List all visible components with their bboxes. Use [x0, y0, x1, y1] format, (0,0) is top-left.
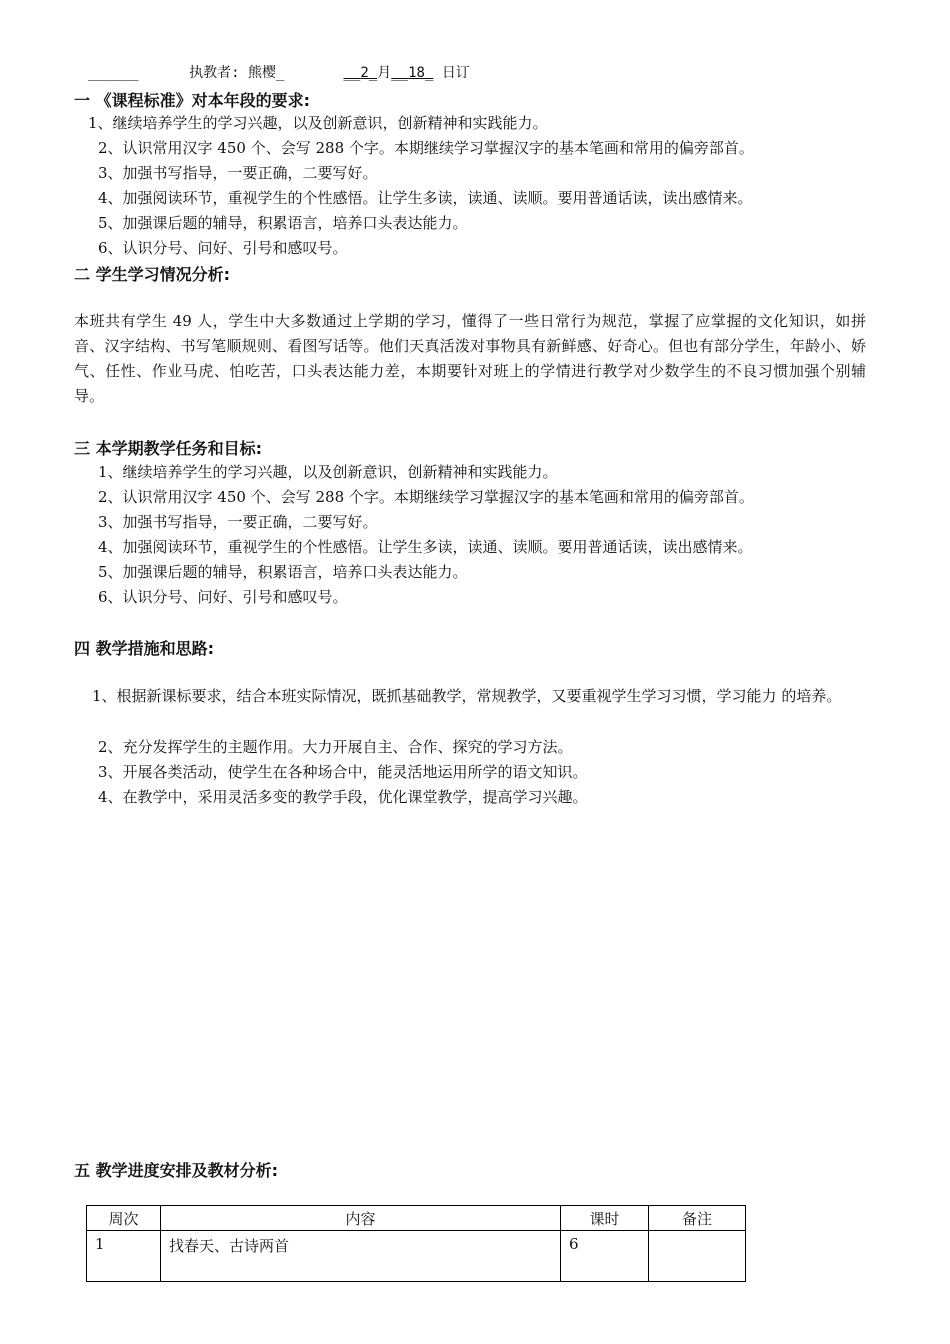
header-notes: 备注	[649, 1206, 746, 1231]
s1-item-6: 6、认识分号、问好、引号和感叹号。	[98, 239, 348, 257]
cell-content: 找春天、古诗两首	[161, 1231, 561, 1282]
s3-item-1: 1、继续培养学生的学习兴趣，以及创新意识，创新精神和实践能力。	[98, 463, 558, 481]
s1-item-4: 4、加强阅读环节，重视学生的个性感悟。让学生多读，读通、读顺。要用普通话读，读出感情来。	[98, 189, 753, 207]
day-label: 日订	[441, 65, 470, 81]
s2-paragraph: 本班共有学生 49 人，学生中大多数通过上学期的学习，懂得了一些日常行为规范，掌握了应掌握的文化知识，如拼音、汉字结构、书写笔顺规则、看图写话等。他们天真活泼对事物具有新鲜感、好奇心。但也有部分学生，年龄小、娇气、任性、作业马虎、怕吃苦，口头表达能力差，本期要针对班上的学情进行教学对少数学生的不良习惯加强个别辅导。	[74, 312, 866, 405]
s4-item-1: 1、根据新课标要求，结合本班实际情况，既抓基础教学，常规教学，又要重视学生学习习惯，学习能力 的培养。	[92, 687, 842, 705]
cell-hours: 6	[561, 1231, 649, 1282]
s1-item-2: 2、认识常用汉字 450 个、会写 288 个字。本期继续学习掌握汉字的基本笔画和常用的偏旁部首。	[98, 139, 754, 157]
month-value: __2_	[343, 65, 378, 81]
section-1-title: 一 《课程标准》对本年段的要求:	[74, 91, 310, 110]
cell-notes	[649, 1231, 746, 1282]
s3-item-5: 5、加强课后题的辅导，积累语言，培养口头表达能力。	[98, 563, 468, 581]
section-3-title: 三 本学期教学任务和目标:	[74, 439, 262, 458]
section-4-title: 四 教学措施和思路:	[74, 639, 214, 658]
table-row	[87, 1231, 746, 1282]
cell-week: 1	[87, 1231, 161, 1282]
document-header	[88, 62, 470, 82]
table-header-row	[87, 1206, 746, 1231]
header-blank: ______	[88, 65, 139, 81]
month-label: 月	[377, 65, 392, 81]
header-hours: 课时	[561, 1206, 649, 1231]
s3-item-3: 3、加强书写指导，一要正确，二要写好。	[98, 513, 378, 531]
s4-item-2: 2、充分发挥学生的主题作用。大力开展自主、合作、探究的学习方法。	[98, 738, 573, 756]
header-content: 内容	[161, 1206, 561, 1231]
teacher-label: 执教者:	[189, 65, 240, 81]
s1-item-5: 5、加强课后题的辅导，积累语言，培养口头表达能力。	[98, 214, 468, 232]
s1-item-1: 1、继续培养学生的学习兴趣，以及创新意识，创新精神和实践能力。	[88, 114, 548, 132]
day-value: __18_	[391, 65, 434, 81]
s1-item-3: 3、加强书写指导，一要正确，二要写好。	[98, 164, 378, 182]
schedule-table	[86, 1205, 746, 1282]
s4-item-3: 3、开展各类活动，使学生在各种场合中，能灵活地运用所学的语文知识。	[98, 763, 588, 781]
section-5-title: 五 教学进度安排及教材分析:	[74, 1161, 278, 1180]
header-week: 周次	[87, 1206, 161, 1231]
s3-item-6: 6、认识分号、问好、引号和感叹号。	[98, 588, 348, 606]
s3-item-2: 2、认识常用汉字 450 个、会写 288 个字。本期继续学习掌握汉字的基本笔画和常用的偏旁部首。	[98, 488, 754, 506]
s3-item-4: 4、加强阅读环节，重视学生的个性感悟。让学生多读，读通、读顺。要用普通话读，读出感情来。	[98, 538, 753, 556]
section-2-title: 二 学生学习情况分析:	[74, 265, 230, 284]
s4-item-4: 4、在教学中，采用灵活多变的教学手段，优化课堂教学，提高学习兴趣。	[98, 788, 588, 806]
teacher-name: 熊樱_	[248, 65, 285, 81]
